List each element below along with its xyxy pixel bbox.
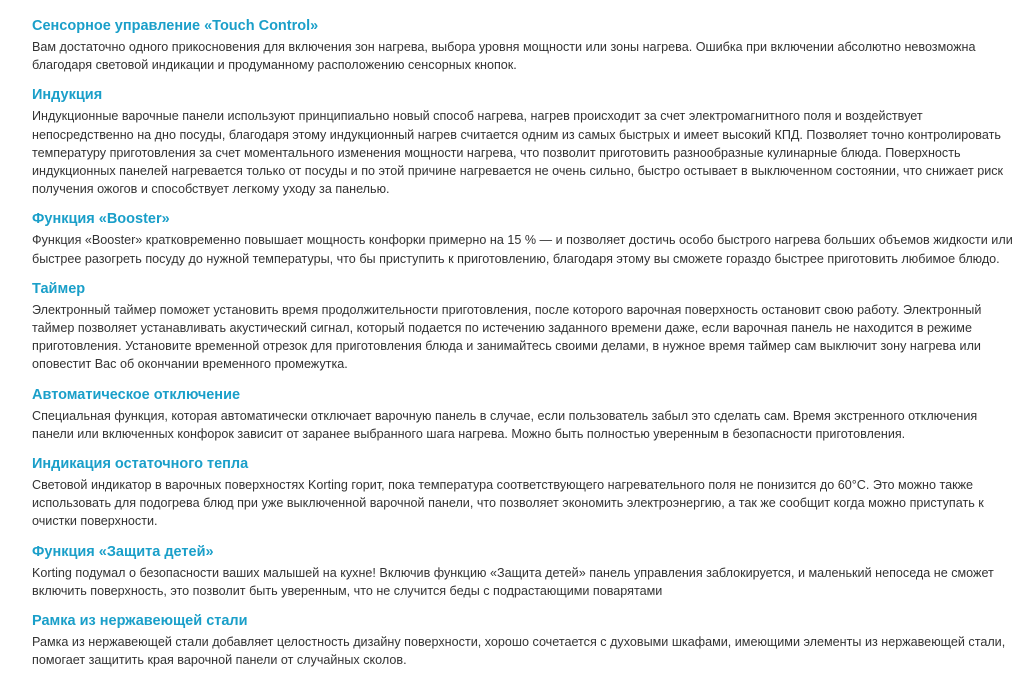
- feature-title: Рамка из нержавеющей стали: [32, 613, 248, 630]
- feature-steel-frame: [32, 612, 1018, 669]
- feature-title: Сенсорное управление «Touch Control»: [32, 18, 319, 34]
- feature-title: Функция «Booster»: [32, 211, 170, 228]
- feature-text: Вам достаточно одного прикосновения для включения зон нагрева, выбора уровня мощности или зоны нагрева. Ошибка при включении абсолютно невозможна благодаря световой индикации и продуманному расположению сенсорных кнопок.: [32, 40, 976, 73]
- feature-auto-off: [32, 386, 1018, 443]
- feature-booster: [32, 210, 1018, 267]
- feature-text: Korting подумал о безопасности ваших малышей на кухне! Включив функцию «Защита детей» панель управления заблокируется, и маленький непоседа не сможет включить поверхность, это позволит быть уверенным, что не случится беды с подрастающими поварятами: [32, 565, 994, 598]
- feature-text: Функция «Booster» кратковременно повышает мощность конфорки примерно на 15 % — и позволяет достичь особо быстрого нагрева больших объемов жидкости или быстрее разогреть посуду до нужной температуры, что бы приступить к приготовлению, благодаря этому вы сможете гораздо быстрее приготовить любимое блюдо.: [32, 233, 1013, 266]
- feature-timer: [32, 280, 1018, 374]
- feature-title: Функция «Защита детей»: [32, 543, 214, 560]
- feature-title: Индукция: [32, 87, 103, 104]
- feature-text: Электронный таймер поможет установить время продолжительности приготовления, после которого варочная поверхность остановит свою работу. Электронный таймер позволяет устанавливать акустический сигнал, который подается по истечению заданного времени даже, если варочная панель не находится в режиме приготовления. Установите временной отрезок для приготовления блюда и занимайтесь своими делами, в нужное время таймер сам выключит зону нагрева или оповестит Вас об окончании временного промежутка.: [32, 302, 982, 372]
- feature-text: Индукционные варочные панели используют принципиально новый способ нагрева, нагрев происходит за счет электромагнитного поля и воздействует непосредственно на дно посуды, благодаря этому индукционный нагрев считается одним из самых быстрых и имеет высокий КПД. Позволяет точно контролировать температуру приготовления за счет моментального изменения мощности нагрева, что позволит приготовить разнообразные кулинарные блюда. Поверхность индукционных панелей нагревается только от посуды и по этой причине нагревается не очень сильно, быстро остывает в выключенном состоянии, что снижает риск получения ожогов и способствует легкому уходу за панелью.: [32, 109, 1004, 197]
- feature-induction: [32, 86, 1018, 198]
- feature-text: Световой индикатор в варочных поверхностях Korting горит, пока температура соответствующего нагревательного поля не понизится до 60°C. Это можно также использовать для подогрева блюд при уже выключенной варочной панели, что позволяет экономить электроэнергию, а так же сообщит когда можно приступать к очистки поверхности.: [32, 478, 984, 529]
- feature-title: Автоматическое отключение: [32, 386, 241, 403]
- feature-touch-control: [32, 17, 1018, 74]
- feature-title: Индикация остаточного тепла: [32, 456, 249, 473]
- feature-child-lock: [32, 543, 1018, 600]
- feature-title: Таймер: [32, 280, 86, 297]
- feature-text: Рамка из нержавеющей стали добавляет целостность дизайну поверхности, хорошо сочетается с духовыми шкафами, имеющими элементы из нержавеющей стали, помогает защитить края варочной панели от случайных сколов.: [32, 635, 1006, 668]
- feature-text: Специальная функция, которая автоматически отключает варочную панель в случае, если пользователь забыл это сделать сам. Время экстренного отключения панели или включенных конфорок зависит от заранее выбранного шага нагрева. Можно быть полностью уверенным в безопасности приготовления.: [32, 408, 978, 441]
- feature-residual-heat: [32, 455, 1018, 531]
